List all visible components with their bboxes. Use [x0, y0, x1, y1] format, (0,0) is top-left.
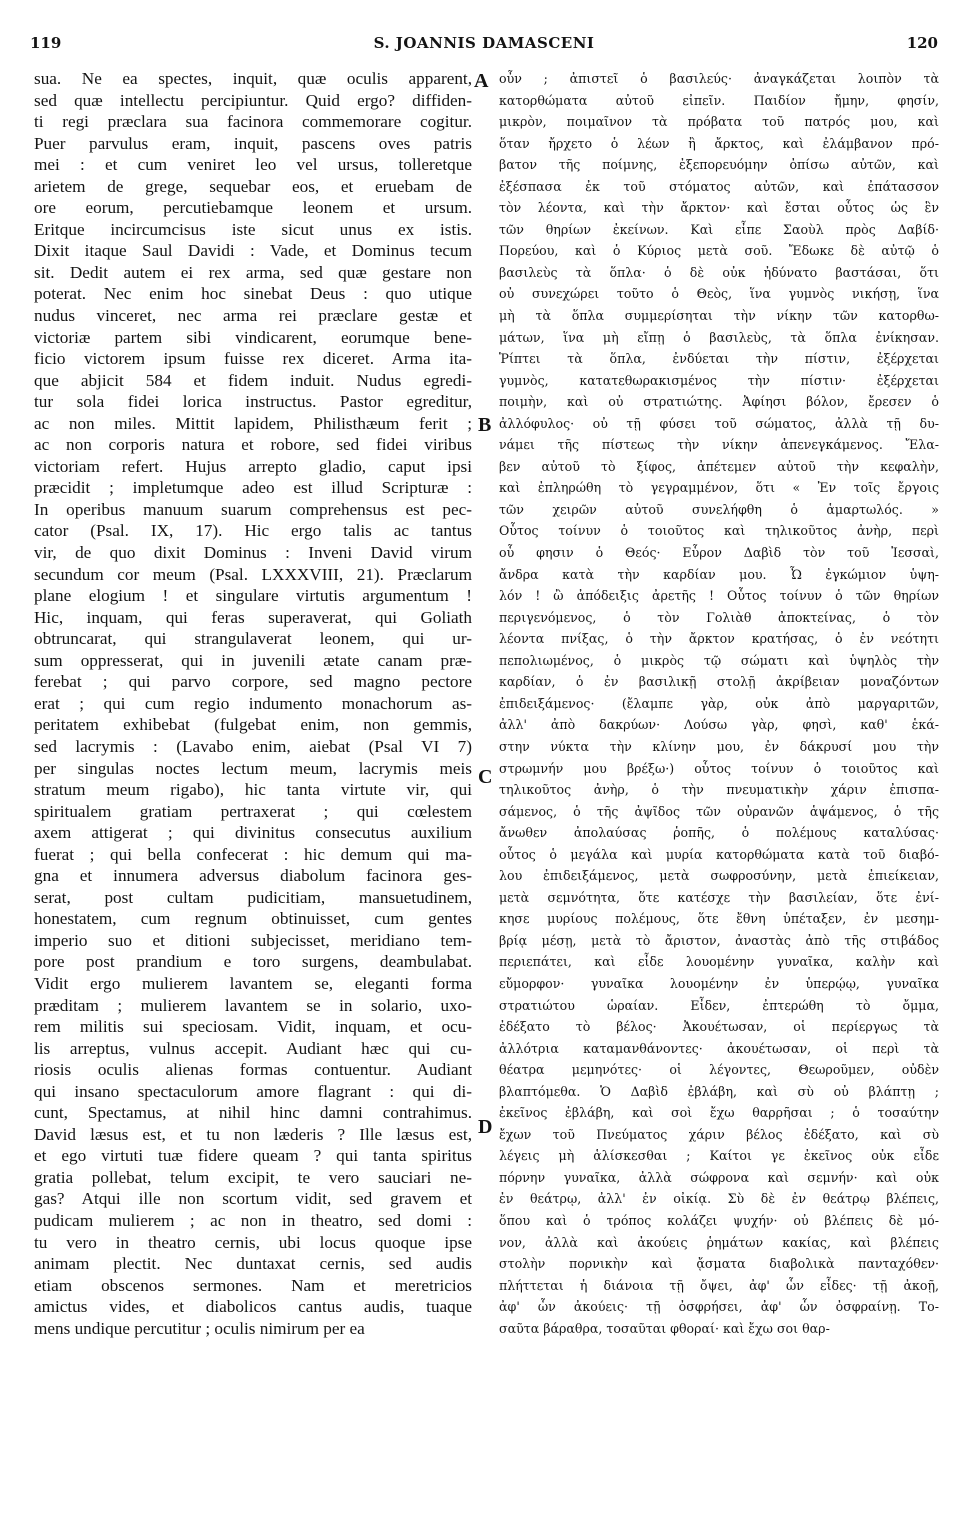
running-title: S. JOANNIS DAMASCENI [373, 34, 595, 52]
latin-text-line: obtruncarat, qui strangulaverat leonem, qui ur- [34, 629, 472, 649]
latin-text-line: præcidit ; impletumque adeo est illud Scripturæ : [34, 478, 472, 498]
greek-text-line: ἄνωθεν ἀπολαύσας ῥοπῆς, ὁ πολέμους καταλύσας· [499, 825, 939, 841]
greek-text-line: πεπολιωμένος, ὁ μικρὸς τῷ σώματι καὶ ὑψηλὸς τὴν [499, 652, 939, 668]
greek-text-line: περιγενόμενος, ὁ τὸν Γολιὰθ ἀποκτείνας, ὁ τὸν [499, 609, 939, 625]
greek-text-line: τῶν χειρῶν αὐτοῦ συνελήφθη ὁ ἁμαρτωλός. » [499, 501, 939, 517]
greek-text-line: Ῥίπτει τὰ ὅπλα, ἐνδύεται τὴν πίστιν, ἐξέρχεται [499, 351, 939, 367]
greek-text-line: βατον τῆς ποίμνης, ἐξεπορευόμην ὀπίσω αὐτῶν, καὶ [499, 157, 939, 173]
latin-text-line: sum oppresserat, qui in juvenili ætate canam præ- [34, 650, 472, 670]
latin-text-line: Eritque incircumcisus iste sicut unus ex istis. [34, 219, 472, 239]
latin-text-line: sed lacrymis : (Lavabo enim, aiebat (Psal VI 7) [34, 736, 472, 756]
latin-text-line: peritatem exhibebat (fulgebat enim, non gemmis, [34, 715, 472, 735]
greek-text-line: οὗτος ὁ μεγάλα καὶ μυρία κατορθώματα κατὰ τοῦ διαβό- [499, 846, 939, 862]
latin-text-line: ferebat ; qui parvo corpore, sed magno pectore [34, 672, 472, 692]
greek-text-line: λέοντα πνίξας, ὁ τὴν ἄρκτον κρατήσας, ὁ ἐν νεότητι [499, 631, 939, 647]
greek-text-line: ὅπου καὶ ὁ τρόπος κολάζει ψυχήν· οὐ βλέπεις δὲ μό- [499, 1212, 939, 1228]
greek-text-line: ἄνδρα κατὰ τὴν καρδίαν μου. Ὦ ἐγκώμιον ὑψη- [499, 566, 939, 582]
latin-text-line: Puer parvulus eram, inquit, pascens oves patris [34, 133, 472, 153]
section-marker-b: B [478, 414, 492, 436]
greek-text-line: βρίᾳ μέσῃ, μετὰ τὸ ἄριστον, ἀναστὰς ἀπὸ τῆς στιβάδος [499, 932, 939, 948]
greek-text-line: ἔχων τοῦ Πνεύματος χάριν βέλος ἐδέξατο, καὶ σὺ [499, 1126, 939, 1142]
section-marker-c: C [478, 766, 493, 788]
latin-text-line: ficio victorem ipsum fuisse rex diceret. Arma ita- [34, 349, 472, 369]
latin-text-line: ac non miles. Mittit lapidem, Philisthæum ferit ; [34, 413, 472, 433]
latin-text-line: imperio suo et ditioni subjecisset, meridiano tem- [34, 930, 472, 950]
latin-text-line: Vidit ergo mulierem lavantem se, eleganti forma [34, 973, 472, 993]
latin-text-line: et ego virtuti tuæ fidere queam ? qui tanta spiritus [34, 1146, 472, 1166]
latin-text-line: pore post prandium e toro surgens, deambulabat. [34, 952, 472, 972]
latin-text-line: gna et innumera adversus diabolum facinora ges- [34, 866, 472, 886]
greek-text-line: λέγεις μὴ ἁλίσκεσθαι ; Καίτοι γε ἐκεῖνος οὐκ εἶδε [499, 1148, 939, 1164]
greek-text-line: στολὴν πορνικὴν καὶ ᾄσματα διαβολικὰ πανταχόθεν· [499, 1256, 939, 1272]
latin-text-line: secundum cor meum (Psal. LXXXVIII, 21). Præclarum [34, 564, 472, 584]
latin-text-line: sed quæ intellectu percipiuntur. Quid ergo? diffiden- [34, 90, 472, 110]
greek-text-line: νάμει τῆς πίστεως τὴν νίκην ἀπενεγκάμενος. Ἔλα- [499, 437, 939, 453]
latin-text-line: pudicam mulierem ; ac non in theatro, sed domi : [34, 1210, 472, 1230]
latin-text-line: que abjicit 584 et fidem induit. Nudus egredi- [34, 370, 472, 390]
greek-text-line: κατορθώματα αὐτοῦ εἰπεῖν. Παιδίον ἤμην, φησίν, [499, 92, 939, 108]
greek-text-line: βασιλεὺς τὰ ὅπλα· ὁ δὲ οὐκ ἠδύνατο βαστάσαι, ὅτι [499, 264, 939, 280]
greek-text-line: λου ἐπιδειξάμενος, μετὰ σωφροσύνην, μετὰ ἐπιείκειαν, [499, 868, 939, 884]
greek-text-line: μετὰ σεμνότητα, ὅτε κατέσχε τὴν βασιλείαν, ὅτε ἐνί- [499, 889, 939, 905]
latin-text-line: fuerat ; qui bella confecerat : hic demum qui ma- [34, 844, 472, 864]
latin-text-line: cunt, Spectamus, at nihil hinc damni contrahimus. [34, 1103, 472, 1123]
latin-text-line: poterat. Nec enim hoc sinebat Deus : quo utique [34, 284, 472, 304]
latin-text-line: gas? Atqui ille non scortum vidit, sed gravem et [34, 1189, 472, 1209]
greek-text-line: κησε μυρίους πολέμους, ὅτε ἔθνη ὑπέταξεν, ἐν μεσημ- [499, 911, 939, 927]
running-header [30, 34, 938, 56]
latin-text-line: sua. Ne ea spectes, inquit, quæ oculis apparent, [34, 69, 472, 88]
greek-text-line: ἐπιδειξάμενος· (ἔλαμπε γὰρ, οὐκ ἀπὸ μαργαριτῶν, [499, 695, 939, 711]
greek-text-line: μάτων, ἵνα μὴ εἴπῃ ὁ βασιλεὺς, τὰ ὅπλα ἐνίκησαν. [499, 329, 939, 345]
greek-text-line: σαῦτα βάραθρα, τοσαῦται φθοραί· καὶ ἔχω σοι θαρ- [499, 1320, 830, 1336]
greek-text-line: πλήττεται ἡ διάνοια τῇ ὄψει, ἀφ' ὧν εἶδες· τῇ ἀκοῇ, [499, 1277, 939, 1293]
greek-text-line: μικρὸν, ποιμαῖνον τὰ πρόβατα τοῦ πατρός μου, καὶ [499, 114, 939, 130]
greek-text-line: ἀφ' ὧν ἀκούεις· τῇ ὀσφρήσει, ἀφ' ὧν ὀσφραίνῃ. Το- [499, 1299, 939, 1315]
latin-text-line: etiam obscenos sermones. Nam et meretricios [34, 1275, 472, 1295]
latin-text-line: cator (Psal. IX, 17). Hic ergo talis ac tantus [34, 521, 472, 541]
latin-text-line: lis arreptus, vulnus accepit. Audiant hæc qui cu- [34, 1038, 472, 1058]
latin-text-line: serat, post cultam pudicitiam, mansuetudinem, [34, 887, 472, 907]
greek-column [499, 68, 939, 1339]
greek-text-line: μὴ τὰ ὅπλα συμμερίσηται τὴν νίκην τῶν κατορθω- [499, 308, 939, 324]
section-marker-d: D [478, 1116, 493, 1138]
greek-text-line: εὔμορφον· γυναῖκα λουομένην ἐν ὑπερῴῳ, γυναῖκα [499, 975, 939, 991]
greek-text-line: στρωμνήν μου βρέξω·) οὗτος τοίνυν ὁ τοιοῦτος καὶ [499, 760, 939, 776]
latin-text-line: In operibus manuum suarum comprehensus est pec- [34, 499, 472, 519]
greek-text-line: οὖν ; ἀπιστεῖ ὁ βασιλεύς· ἀναγκάζεται λοιπὸν τὰ [499, 71, 939, 86]
greek-text-line: περιεπάτει, καὶ εἶδε λουομένην γυναῖκα, καλὴν καὶ [499, 954, 939, 970]
greek-text-line: καρδίαν, ὁ ἐν βασιλικῇ στολῇ ἀκρίβειαν μοναζόντων [499, 674, 939, 690]
latin-text-line: animam plectit. Nec duntaxat cernis, sed audis [34, 1254, 472, 1274]
latin-text-line: amictus vides, et diabolicos cantus audis, tuaque [34, 1297, 472, 1317]
latin-text-line: plane elogium ! et singulare virtutis argumentum ! [34, 586, 472, 606]
greek-text-line: ἐξέσπασα ἐκ τοῦ στόματος αὐτῶν, καὶ ἐπάτασσον [499, 178, 939, 194]
latin-text-line: victoriæ partem sibi vindicarent, eorumque bene- [34, 327, 472, 347]
latin-text-line: honestatem, cum regnum obtinuisset, cum gentes [34, 909, 472, 929]
latin-text-line: riosis oculis alienas formas contuentur. Audiant [34, 1060, 472, 1080]
greek-text-line: Οὗτος τοίνυν ὁ τοιοῦτος καὶ τηλικοῦτος ἀνὴρ, περὶ [499, 523, 939, 539]
latin-text-line: tur sola fidei lorica instructus. Pastor egreditur, [34, 392, 472, 412]
greek-text-line: ποιμὴν, καὶ οὐ στρατιώτης. Ἀφίησι βόλον, ἔρεσεν ὁ [499, 394, 939, 410]
greek-text-line: πόρνην γυναῖκα, ἀλλὰ σώφρονα καὶ σεμνήν· καὶ οὐκ [499, 1169, 939, 1185]
latin-text-line: mei : et cum veniret leo vel ursus, tolleretque [34, 155, 472, 175]
latin-text-line: qui insano spectaculorum amore flagrant : qui di- [34, 1081, 472, 1101]
latin-text-line: Dixit itaque Saul Davidi : Vade, et Dominus tecum [34, 241, 472, 261]
greek-text-line: ὅταν ἤρχετο ὁ λέων ἢ ἄρκτος, καὶ ἐλάμβανον πρό- [499, 135, 939, 151]
greek-text-line: καὶ ἐπληρώθη τὸ γεγραμμένον, ὅτι « Ἐν τοῖς ἔργοις [499, 480, 939, 496]
greek-text-line: ἐκεῖνος ἐβλάβη, καὶ σοὶ ἔχω θαρρῆσαι ; ὁ τοσαύτην [499, 1105, 939, 1121]
greek-text-line: στρατιώτου ὡραίαν. Εἶδεν, ἐπτερώθη τὸ ὄμμα, [499, 997, 939, 1013]
latin-text-line: per singulas noctes lectum meum, lacrymis meis [34, 758, 472, 778]
latin-text-line: mens undique percutitur ; oculis nimirum per ea [34, 1318, 365, 1338]
latin-text-line: axem attigerat ; qui divinitus consecutus auxilium [34, 823, 472, 843]
greek-text-line: ἐν θεάτρῳ, ἀλλ' ἐν οἰκίᾳ. Σὺ δὲ ἐν θεάτρῳ βλέπεις, [499, 1191, 939, 1207]
latin-text-line: Hic, inquam, qui feras superaverat, qui Goliath [34, 607, 472, 627]
section-marker-a: A [474, 70, 489, 92]
greek-text-line: τὸν λέοντα, καὶ τὴν ἄρκτον· καὶ ἔσται οὗτος ὡς ἓν [499, 200, 939, 216]
greek-text-line: οὐ συνεχώρει τοῦτο ὁ Θεὸς, ἵνα γυμνὸς νικήσῃ, ἵνα [499, 286, 939, 302]
greek-text-line: ἀλλότρια καταμανθάνοντες· ἀκουέτωσαν, οἱ περὶ τὰ [499, 1040, 939, 1056]
greek-text-line: τηλικοῦτος ἀνὴρ, ὁ τὴν πνευματικὴν χάριν ἐπισπα- [499, 782, 939, 798]
greek-text-line: στην νύκτα τὴν κλίνην μου, ἐν δάκρυσί μου τὴν [499, 738, 939, 754]
latin-text-line: gratia pollebat, telum excipit, te vero sauciari ne- [34, 1167, 472, 1187]
latin-text-line: David læsus est, et tu non læderis ? Ille læsus est, [34, 1124, 472, 1144]
latin-text-line: tu vero in theatro cernis, ubi locus quoque ipse [34, 1232, 472, 1252]
latin-text-line: nudus vinceret, nec arma rei præclare gestæ et [34, 306, 472, 326]
greek-text-line: θέατρα μεμηνότες· οἱ λέγοντες, Θεωροῦμεν, οὐδὲν [499, 1062, 939, 1078]
latin-column [34, 68, 472, 1339]
greek-text-line: βεν αὐτοῦ τὸ ξίφος, ἀπέτεμεν αὐτοῦ τὴν κεφαλὴν, [499, 458, 939, 474]
latin-text-line: ore eorum, percutiebamque leonem et ursum. [34, 198, 472, 218]
latin-text-line: ac non corporis natura et robore, sed fidei viribus [34, 435, 472, 455]
latin-text-line: sit. Dedit autem ei rex arma, sed quæ gestare non [34, 262, 472, 282]
latin-text-line: victoriam refert. Hujus arrepto gladio, caput ipsi [34, 456, 472, 476]
greek-text-line: ἀλλόφυλος· οὐ τῇ φύσει τοῦ σώματος, ἀλλὰ τῇ δυ- [499, 415, 939, 431]
greek-text-line: Πορεύου, καὶ ὁ Κύριος μετὰ σοῦ. Ἔδωκε δὲ αὐτῷ ὁ [499, 243, 939, 259]
latin-text-line: stratum meum rigabo), hic tanta virtute vir, qui [34, 780, 472, 800]
latin-text-line: vir, de quo dixit Dominus : Inveni David virum [34, 543, 472, 563]
latin-text-line: ti regi præclara sua facinora commemorare cogitur. [34, 112, 472, 132]
greek-text-line: τῶν θηρίων ἐκείνων. Καὶ εἶπε Σαοὺλ πρὸς Δαβίδ· [499, 221, 939, 237]
latin-text-line: præditam ; mulierem lavantem se in solario, uxo- [34, 995, 472, 1015]
greek-text-line: γυμνὸς, κατατεθωρακισμένος τὴν πίστιν· ἐξέρχεται [499, 372, 939, 388]
greek-text-line: λόν ! ὢ ἀπόδειξις ἀρετῆς ! Οὗτος τοίνυν ὁ τῶν θηρίων [499, 588, 939, 604]
latin-text-line: rem militis sui speciosam. Vidit, inquam, et ocu- [34, 1017, 472, 1037]
greek-text-line: οὗ φησιν ὁ Θεός· Εὗρον Δαβὶδ τὸν τοῦ Ἰεσσαὶ, [499, 545, 939, 561]
page-number-right: 120 [906, 34, 938, 52]
greek-text-line: ἐδέξατο τὸ βέλος· Ἀκουέτωσαν, οἱ περίεργως τὰ [499, 1019, 939, 1035]
latin-text-line: erat ; qui cum regio indumento monachorum as- [34, 693, 472, 713]
latin-text-line: arietem de grege, sequebar eos, et eruebam de [34, 176, 472, 196]
latin-text-line: spiritualem gratiam pertraxerat ; qui cœlestem [34, 801, 472, 821]
greek-text-line: ἀλλ' ἀπὸ δακρύων· Λούσω γὰρ, φησὶ, καθ' ἑκά- [499, 717, 939, 733]
greek-text-line: νον, ἀλλὰ καὶ ἀκούεις ῥημάτων κακίας, καὶ βλέπεις [499, 1234, 939, 1250]
greek-text-line: σάμενος, ὁ τῆς ἀψῖδος τῶν οὐρανῶν ἁψάμενος, ὁ τῆς [499, 803, 939, 819]
page-number-left: 119 [30, 34, 62, 52]
greek-text-line: βλαπτόμεθα. Ὁ Δαβὶδ ἐβλάβη, καὶ σὺ οὐ βλάπτῃ ; [499, 1083, 939, 1099]
